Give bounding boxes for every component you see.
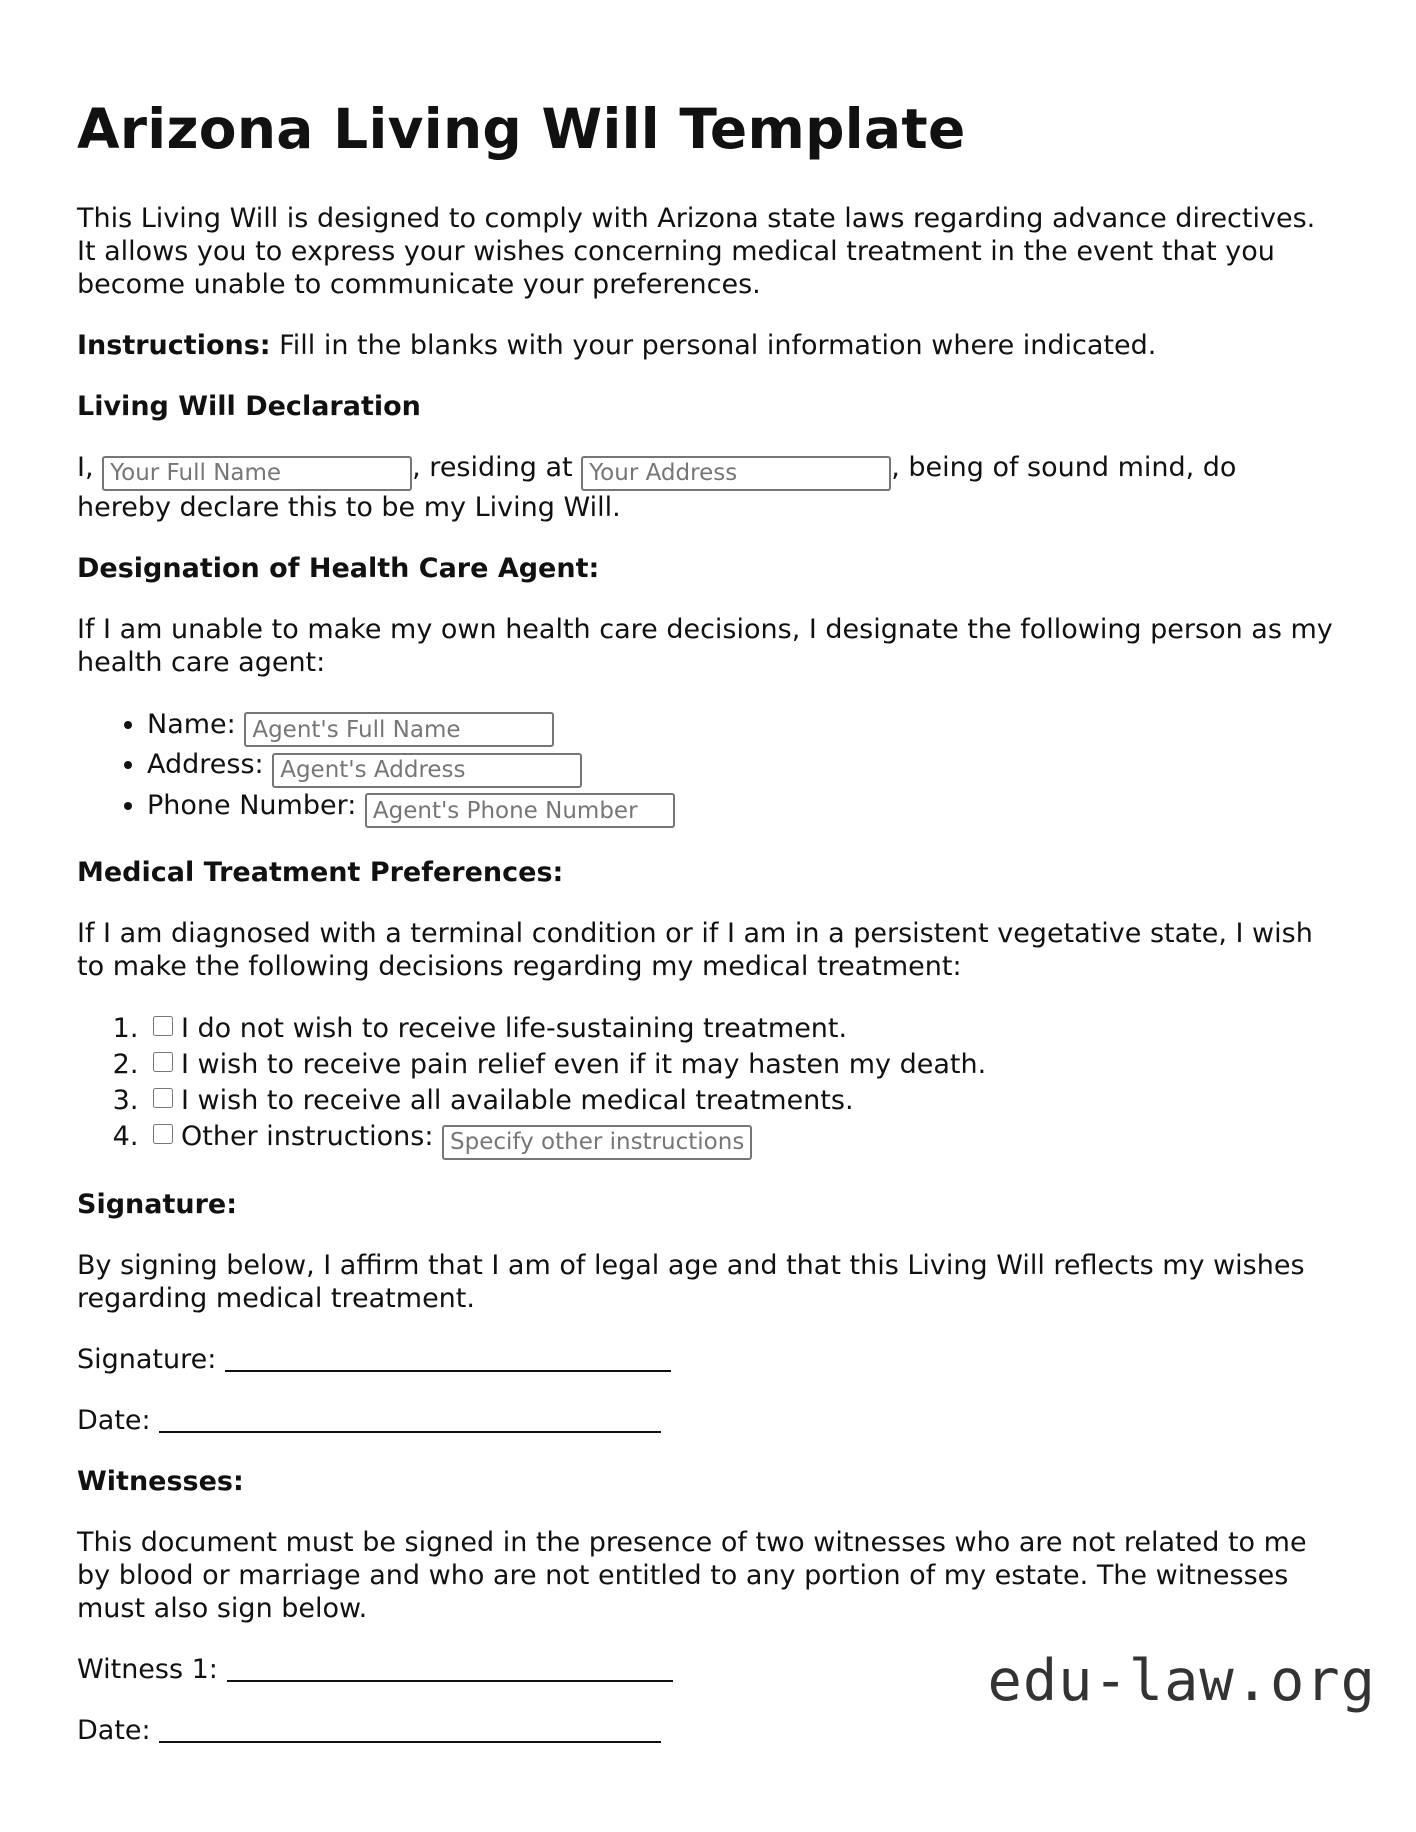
treatment-options-list xyxy=(77,1011,1337,1160)
option-no-life-sustaining-checkbox[interactable] xyxy=(153,1016,173,1036)
option-label: I wish to receive all available medical treatments. xyxy=(181,1085,854,1116)
declaration-heading: Living Will Declaration xyxy=(77,391,421,422)
other-instructions-input[interactable] xyxy=(442,1125,752,1160)
declaration-middle: , residing at xyxy=(412,452,582,483)
declaration-paragraph xyxy=(77,451,1337,524)
witness1-label: Witness 1: xyxy=(77,1653,227,1685)
full-name-input[interactable] xyxy=(102,456,412,491)
signature-date-line[interactable] xyxy=(159,1405,661,1433)
option-pain-relief-checkbox[interactable] xyxy=(153,1052,173,1072)
list-item xyxy=(147,707,1337,748)
agent-heading: Designation of Health Care Agent: xyxy=(77,552,600,584)
treatment-heading: Medical Treatment Preferences: xyxy=(77,857,564,888)
witnesses-paragraph: This document must be signed in the presence of two witnesses who are not related to me by blood or marriage and who are not entitled to any portion of my estate. The witnesses must also sign below. xyxy=(77,1526,1307,1624)
signature-paragraph: By signing below, I affirm that I am of legal age and that this Living Will reflects my wishes regarding medical treatment. xyxy=(77,1249,1305,1314)
signature-date-label: Date: xyxy=(77,1404,160,1436)
instructions-text: Fill in the blanks with your personal information where indicated. xyxy=(270,330,1157,361)
signature-date-row xyxy=(77,1404,1337,1437)
document-page xyxy=(77,96,1337,1775)
instructions-label: Instructions: xyxy=(77,330,271,361)
agent-name-input[interactable] xyxy=(244,712,554,747)
signature-line-row xyxy=(77,1343,1337,1376)
page-title: Arizona Living Will Template xyxy=(77,97,966,161)
signature-label: Signature: xyxy=(77,1343,225,1375)
list-item xyxy=(147,1011,1337,1047)
witness-date-line[interactable] xyxy=(159,1715,661,1743)
agent-fields-list xyxy=(77,707,1337,829)
list-item xyxy=(147,788,1337,829)
agent-phone-label: Phone Number: xyxy=(147,789,365,821)
agent-phone-input[interactable] xyxy=(365,793,675,828)
witness1-line[interactable] xyxy=(227,1654,673,1682)
list-item xyxy=(147,1119,1337,1160)
treatment-paragraph: If I am diagnosed with a terminal condition or if I am in a persistent vegetative state, I wish to make the following decisions regarding my medical treatment: xyxy=(77,918,1313,982)
watermark: edu-law.org xyxy=(987,1648,1376,1714)
option-other-checkbox[interactable] xyxy=(153,1124,173,1144)
witness-date-row xyxy=(77,1714,1337,1747)
list-item xyxy=(147,747,1337,788)
instructions-paragraph xyxy=(77,329,1337,362)
declaration-suffix: , being of sound mind, do hereby declare this to be my Living Will. xyxy=(77,452,1237,523)
witnesses-heading: Witnesses: xyxy=(77,1465,244,1497)
agent-address-label: Address: xyxy=(147,749,273,780)
signature-line[interactable] xyxy=(225,1344,671,1372)
list-item xyxy=(147,1047,1337,1083)
signature-heading: Signature: xyxy=(77,1188,238,1220)
intro-paragraph: This Living Will is designed to comply with Arizona state laws regarding advance directives. It allows you to express your wishes concerning medical treatment in the event that you become unable to communicate your preferences. xyxy=(77,203,1316,300)
agent-address-input[interactable] xyxy=(272,753,582,788)
agent-paragraph: If I am unable to make my own health care decisions, I designate the following person as my health care agent: xyxy=(77,613,1333,678)
option-label: I wish to receive pain relief even if it may hasten my death. xyxy=(181,1049,987,1080)
witness-date-label: Date: xyxy=(77,1714,160,1746)
option-label: I do not wish to receive life-sustaining treatment. xyxy=(181,1013,848,1044)
agent-name-label: Name: xyxy=(147,708,245,740)
declaration-prefix: I, xyxy=(77,452,103,483)
option-all-treatments-checkbox[interactable] xyxy=(153,1088,173,1108)
list-item xyxy=(147,1083,1337,1119)
address-input[interactable] xyxy=(581,456,891,491)
option-label: Other instructions: xyxy=(181,1121,443,1152)
